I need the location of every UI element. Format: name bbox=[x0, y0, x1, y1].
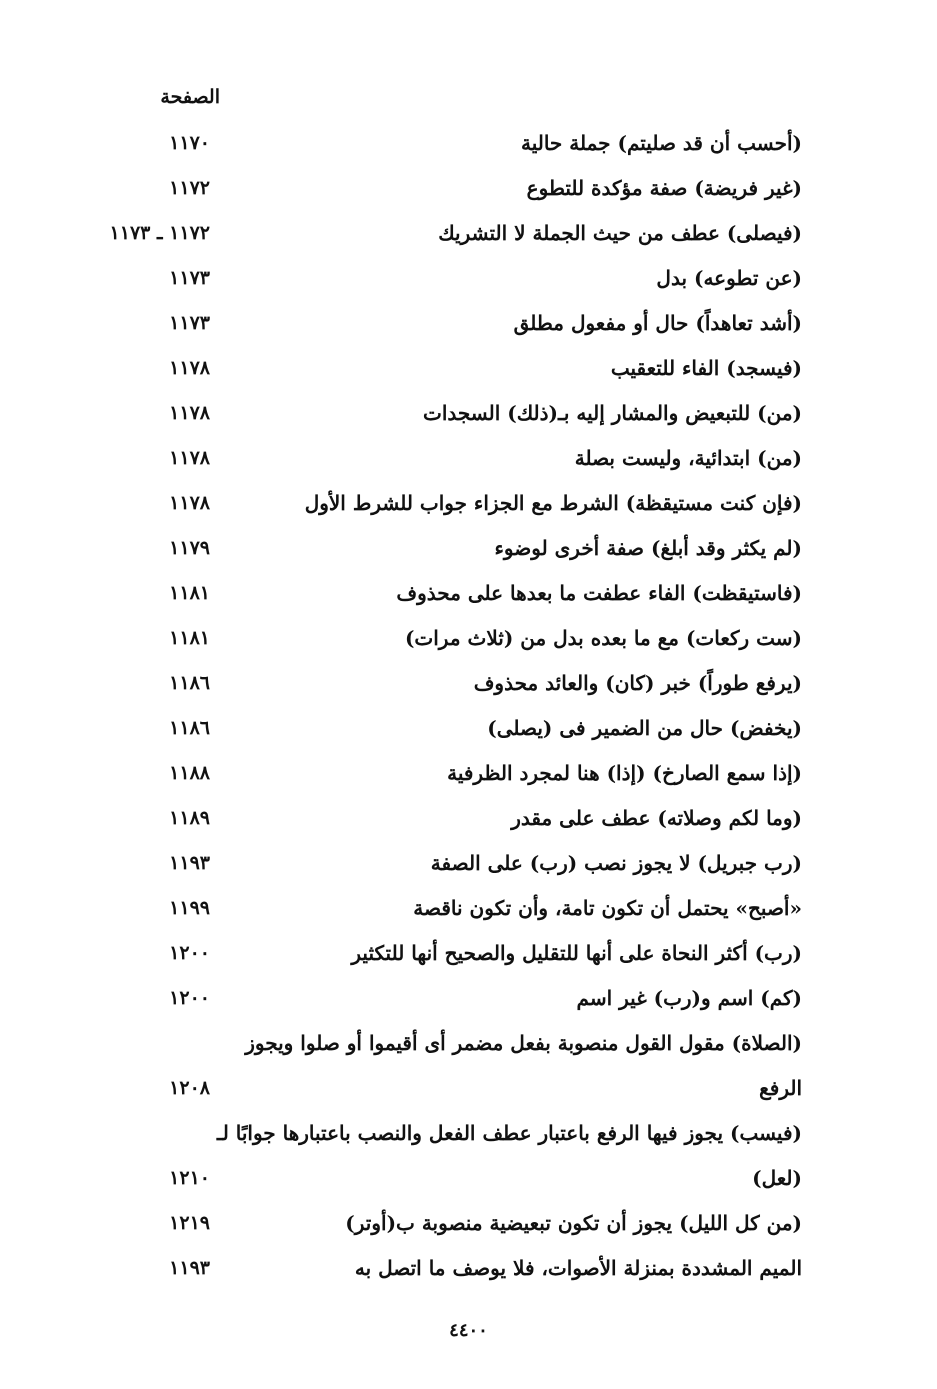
entry-text: (من كل الليل) يجوز أن تكون تبعيضية منصوبة ب(أوتر) bbox=[345, 1211, 802, 1235]
entry-page-number: ١١٩٩ bbox=[169, 897, 210, 919]
page-number: ٤٤٠٠ bbox=[449, 1320, 488, 1341]
entry-page-number: ١١٨١ bbox=[169, 627, 210, 649]
index-entry bbox=[0, 661, 937, 706]
entry-text: (أشد تعاهداً) حال أو مفعول مطلق bbox=[513, 311, 802, 335]
entry-text: «أصبح» يحتمل أن تكون تامة، وأن تكون ناقصة bbox=[413, 896, 802, 920]
entry-page-number: ١١٩٣ bbox=[169, 852, 210, 874]
entry-page-number: ١١٨٨ bbox=[169, 762, 210, 784]
entry-text: (من) ابتدائية، وليست بصلة bbox=[574, 446, 802, 470]
index-entry bbox=[0, 256, 937, 301]
entry-page-number: ١١٧٨ bbox=[169, 402, 210, 424]
page-column-header: الصفحة bbox=[160, 86, 220, 108]
entry-text: (كم) اسم و(رب) غير اسم bbox=[576, 986, 802, 1010]
index-entry bbox=[0, 166, 937, 211]
entry-page-number: ١١٨٦ bbox=[169, 717, 210, 739]
index-entry bbox=[0, 1246, 937, 1291]
entry-page-number: ١١٧٣ bbox=[169, 312, 210, 334]
entry-page-number: ١١٨١ bbox=[169, 582, 210, 604]
entry-text: (من) للتبعيض والمشار إليه بـ(ذلك) السجدات bbox=[422, 401, 802, 425]
index-entries bbox=[0, 121, 937, 1291]
entry-page-number: ١١٧٨ bbox=[169, 357, 210, 379]
entry-page-number: ١٢٠٨ bbox=[169, 1077, 210, 1099]
entry-text: (فيصلى) عطف من حيث الجملة لا التشريك bbox=[438, 221, 802, 245]
entry-page-number: ١١٧٣ bbox=[169, 267, 210, 289]
entry-text: (إذا سمع الصارخ) (إذا) هنا لمجرد الظرفية bbox=[447, 761, 802, 785]
entry-page-number: ١٢١٠ bbox=[169, 1167, 210, 1189]
entry-page-number: ١٢٠٠ bbox=[169, 942, 210, 964]
entry-text: (غير فريضة) صفة مؤكدة للتطوع bbox=[526, 176, 802, 200]
index-entry bbox=[0, 706, 937, 751]
entry-page-number: ١١٧٢ bbox=[169, 177, 210, 199]
index-entry bbox=[0, 751, 937, 796]
index-entry bbox=[0, 796, 937, 841]
entry-page-number: ١١٩٣ bbox=[169, 1257, 210, 1279]
entry-text: (يرفع طوراً) خبر (كان) والعائد محذوف bbox=[473, 671, 802, 695]
entry-text: (فاستيقظت) الفاء عطفت ما بعدها على محذوف bbox=[396, 581, 802, 605]
index-entry bbox=[0, 1111, 937, 1201]
entry-text: (رب جبريل) لا يجوز نصب (رب) على الصفة bbox=[430, 851, 802, 875]
entry-text: (أحسب أن قد صليتم) جملة حالية bbox=[520, 131, 802, 155]
entry-page-number: ١١٧٩ bbox=[169, 537, 210, 559]
index-entry bbox=[0, 886, 937, 931]
index-entry bbox=[0, 526, 937, 571]
entry-page-number: ١١٧٠ bbox=[169, 132, 210, 154]
entry-page-number: ١١٧٨ bbox=[169, 492, 210, 514]
index-entry bbox=[0, 571, 937, 616]
entry-text: (رب) أكثر النحاة على أنها للتقليل والصحيح أنها للتكثير bbox=[351, 941, 802, 965]
entry-text: (لم يكثر وقد أبلغ) صفة أخرى لوضوء bbox=[494, 536, 802, 560]
entry-text: (عن تطوعه) بدل bbox=[656, 266, 802, 290]
entry-text: (ست ركعات) مع ما بعده بدل من (ثلاث مرات) bbox=[404, 626, 802, 650]
entry-text: الميم المشددة بمنزلة الأصوات، فلا يوصف ما اتصل به bbox=[354, 1256, 802, 1280]
entry-page-number: ١١٨٦ bbox=[169, 672, 210, 694]
index-entry bbox=[0, 301, 937, 346]
entry-text: (فيسجد) الفاء للتعقيب bbox=[610, 356, 802, 380]
entry-text: (يخفض) حال من الضمير فى (يصلى) bbox=[487, 716, 802, 740]
index-entry bbox=[0, 121, 937, 166]
index-entry bbox=[0, 436, 937, 481]
entry-text: (فإن كنت مستيقظة) الشرط مع الجزاء جواب للشرط الأول bbox=[304, 491, 802, 515]
entry-page-number: ١١٧٢ ـ ١١٧٣ bbox=[109, 222, 210, 244]
entry-page-number: ١١٨٩ bbox=[169, 807, 210, 829]
index-entry bbox=[0, 976, 937, 1021]
entry-text: (فيسب) يجوز فيها الرفع باعتبار عطف الفعل والنصب باعتبارها جوابًا لـ (لعل) bbox=[216, 1121, 802, 1190]
index-entry bbox=[0, 391, 937, 436]
entry-text: (الصلاة) مقول القول منصوبة بفعل مضمر أى أقيموا أو صلوا ويجوز الرفع bbox=[245, 1031, 802, 1100]
index-entry bbox=[0, 931, 937, 976]
index-entry bbox=[0, 1021, 937, 1111]
index-entry bbox=[0, 211, 937, 256]
index-entry bbox=[0, 481, 937, 526]
entry-text: (وما لكم وصلاته) عطف على مقدر bbox=[511, 806, 802, 830]
entry-page-number: ١٢٠٠ bbox=[169, 987, 210, 1009]
index-entry bbox=[0, 346, 937, 391]
index-entry bbox=[0, 616, 937, 661]
entry-page-number: ١٢١٩ bbox=[169, 1212, 210, 1234]
index-entry bbox=[0, 841, 937, 886]
entry-page-number: ١١٧٨ bbox=[169, 447, 210, 469]
index-entry bbox=[0, 1201, 937, 1246]
